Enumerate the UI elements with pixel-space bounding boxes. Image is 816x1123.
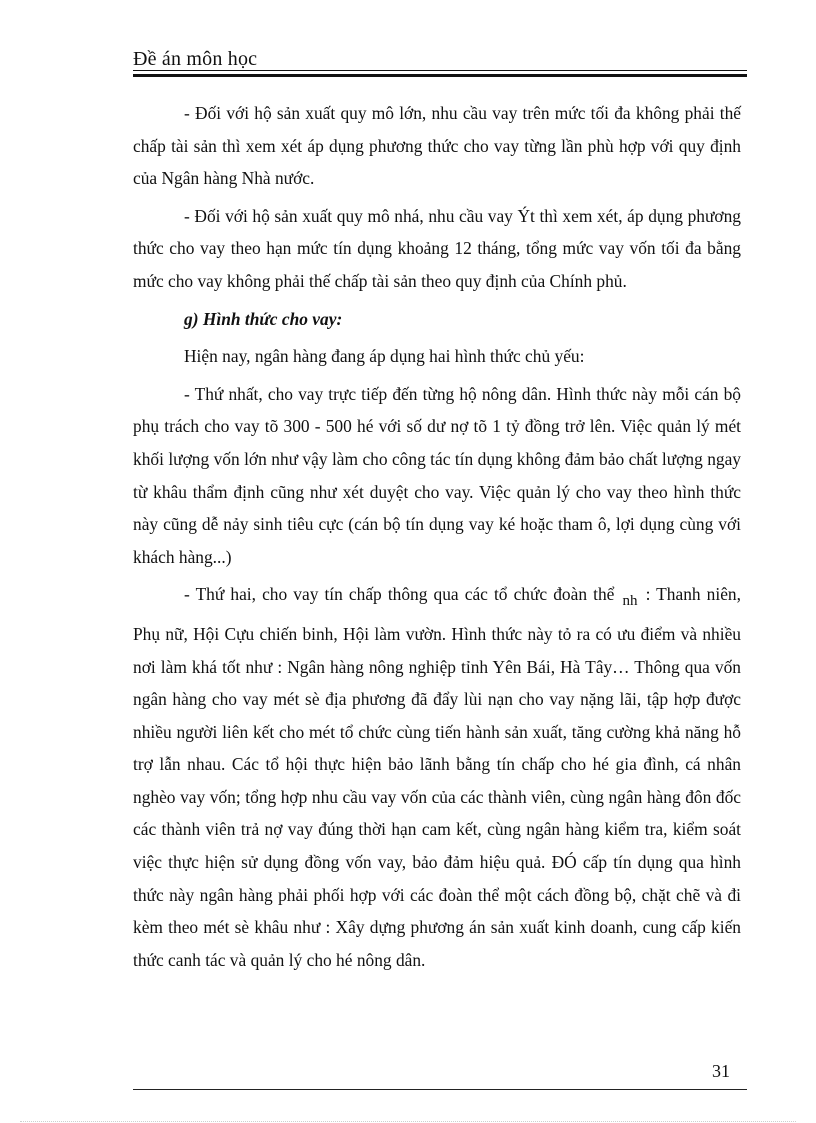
- header-divider-thin: [133, 70, 747, 71]
- section-heading-loan-forms: g) Hình thức cho vay:: [184, 308, 343, 329]
- paragraph-unsecured-lending-part1: - Thứ hai, cho vay tín chấp thông qua các tổ chức đoàn thể: [184, 584, 615, 605]
- paragraph-large-scale-households: - Đối với hộ sản xuất quy mô lớn, nhu cầu vay trên mức tối đa không phải thế chấp tài sản thì xem xét áp dụng phương thức cho vay từng lần phù hợp với quy định của Ngân hàng Nhà nước.: [133, 103, 741, 189]
- footer-divider: [133, 1089, 747, 1090]
- paragraph-unsecured-lending-part2: : Thanh niên, Phụ nữ, Hội Cựu chiến binh, Hội làm vườn. Hình thức này tỏ ra có ưu điểm và nhiều nơi làm khá tốt như : Ngân hàng nông nghiệp tỉnh Yên Bái, Hà Tây… Thông qua vốn ngân hàng cho vay mét sè địa phương đã đẩy lùi nạn cho vay nặng lãi, tập hợp được nhiều người liên kết cho mét tổ chức cùng tiến hành sản xuất, tăng cường khả năng hỗ trợ lẫn nhau. Các tổ hội thực hiện bảo lãnh bằng tín chấp cho hé gia đình, cá nhân nghèo vay vốn; tổng hợp nhu cầu vay vốn của các thành viên, cùng ngân hàng đôn đốc các thành viên trả nợ vay đúng thời hạn cam kết, cùng ngân hàng kiểm tra, kiểm soát việc thực hiện sử dụng đồng vốn vay, bảo đảm hiệu quả. ĐÓ cấp tín dụng qua hình thức này ngân hàng phải phối hợp với các đoàn thể một cách đồng bộ, chặt chẽ và đi kèm theo mét sè khâu như : Xây dựng phương án sản xuất kinh doanh, cung cấp kiến thức canh tác và quản lý cho hé nông dân.: [133, 584, 741, 970]
- page-header-title: Đề án môn học: [133, 48, 258, 70]
- subscript-abbreviation: nh: [622, 593, 638, 610]
- paragraph-loan-forms-intro: Hiện nay, ngân hàng đang áp dụng hai hình thức chủ yếu:: [184, 346, 585, 367]
- paragraph-unsecured-lending: [133, 578, 741, 976]
- header-divider-thick: [133, 74, 747, 77]
- page-number: 31: [712, 1061, 730, 1081]
- paragraph-direct-lending: - Thứ nhất, cho vay trực tiếp đến từng hộ nông dân. Hình thức này mỗi cán bộ phụ trách cho vay tõ 300 - 500 hé với số dư nợ tõ 1 tỷ đồng trở lên. Việc quản lý mét khối lượng vốn lớn như vậy làm cho công tác tín dụng không đảm bảo chất lượng ngay từ khâu thẩm định cũng như xét duyệt cho vay. Việc quản lý cho vay theo hình thức này cũng dễ nảy sinh tiêu cực (cán bộ tín dụng vay ké hoặc tham ô, lợi dụng cùng với khách hàng...): [133, 383, 741, 567]
- paragraph-small-scale-households: - Đối với hộ sản xuất quy mô nhá, nhu cầu vay Ýt thì xem xét, áp dụng phương thức cho vay theo hạn mức tín dụng khoảng 12 tháng, tổng mức vay vốn tối đa bằng mức cho vay không phải thế chấp tài sản theo quy định của Chính phủ.: [133, 205, 741, 291]
- page-bottom-dotted-border: [20, 1121, 796, 1122]
- document-body: [133, 97, 741, 981]
